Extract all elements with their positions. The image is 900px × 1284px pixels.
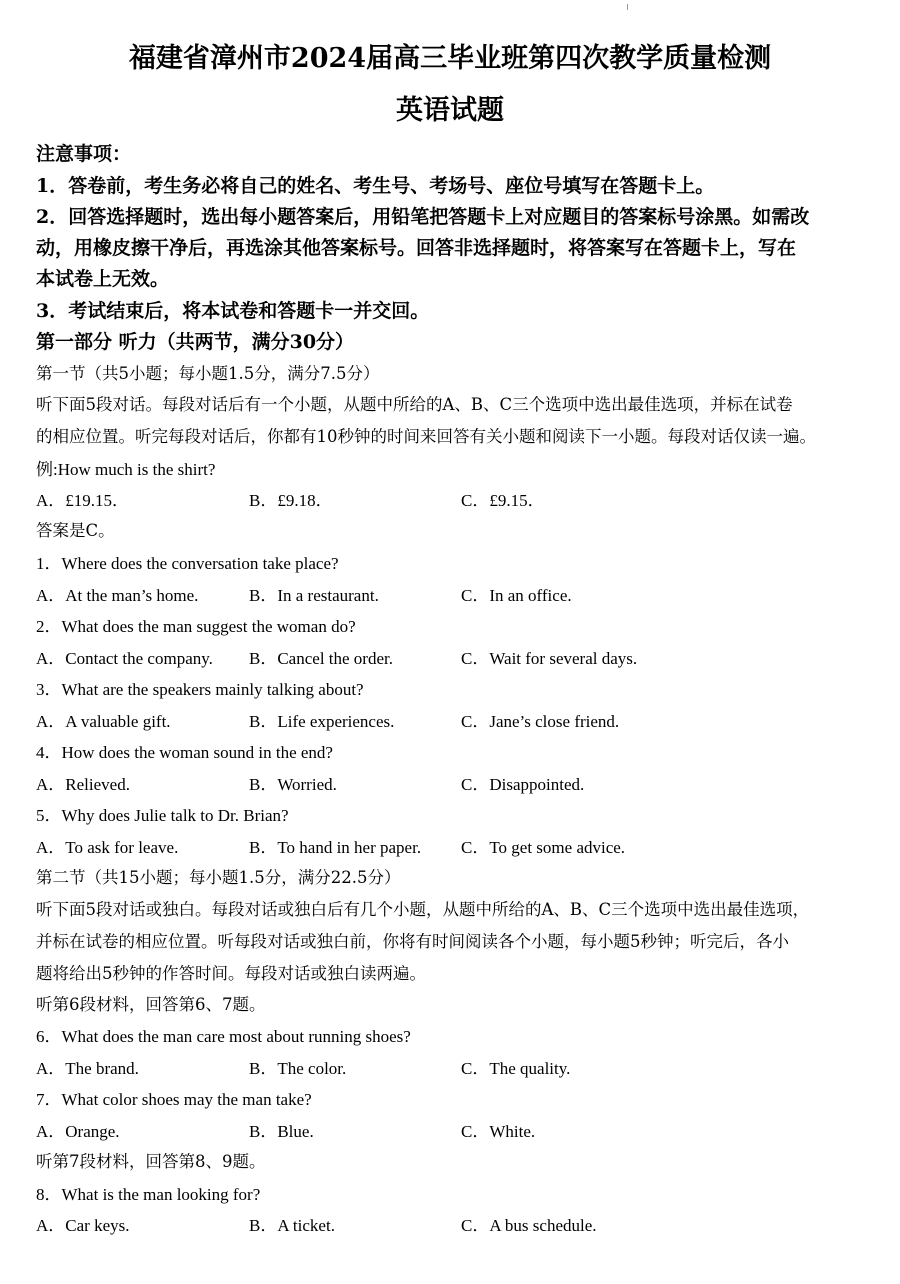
question-3-option-b: B．Life experiences. bbox=[249, 712, 395, 731]
question-6-option-c: C．The quality. bbox=[461, 1059, 571, 1078]
question-1-option-c: C．In an office. bbox=[461, 586, 572, 605]
section2-instructions-line-1: 听下面5段对话或独白。每段对话或独白后有几个小题，从题中所给的A、B、C三个选项中选出最佳选项， bbox=[36, 900, 810, 919]
notice-heading: 注意事项： bbox=[36, 143, 132, 165]
question-4-option-b: B．Worried. bbox=[249, 775, 337, 794]
question-8-option-a: A．Car keys. bbox=[36, 1216, 130, 1235]
question-3-option-a: A．A valuable gift. bbox=[36, 712, 171, 731]
question-7-option-a: A．Orange. bbox=[36, 1122, 120, 1141]
example-option-c: C．£9.15． bbox=[461, 491, 545, 510]
question-6: 6．What does the man care most about running shoes? bbox=[36, 1027, 411, 1046]
question-8-option-c: C．A bus schedule. bbox=[461, 1216, 597, 1235]
exam-title: 福建省漳州市2024届高三毕业班第四次教学质量检测 bbox=[128, 43, 772, 74]
section1-heading: 第一节（共5小题；每小题1.5分，满分7.5分） bbox=[36, 364, 380, 383]
question-5-option-a: A．To ask for leave. bbox=[36, 838, 179, 857]
question-1: 1．Where does the conversation take place? bbox=[36, 554, 339, 573]
example-answer: 答案是C。 bbox=[36, 521, 115, 540]
question-5-option-b: B．To hand in her paper. bbox=[249, 838, 422, 857]
notice-item-1: 1．答卷前，考生务必将自己的姓名、考生号、考场号、座位号填写在答题卡上。 bbox=[36, 175, 715, 197]
example-option-b: B．£9.18． bbox=[249, 491, 333, 510]
question-7: 7．What color shoes may the man take? bbox=[36, 1090, 312, 1109]
question-4-option-c: C．Disappointed. bbox=[461, 775, 585, 794]
question-2: 2．What does the man suggest the woman do? bbox=[36, 617, 356, 636]
section1-instructions-line-1: 听下面5段对话。每段对话后有一个小题，从题中所给的A、B、C三个选项中选出最佳选项，并标在试卷 bbox=[36, 395, 793, 414]
question-7-option-c: C．White. bbox=[461, 1122, 536, 1141]
question-2-option-a: A．Contact the company. bbox=[36, 649, 213, 668]
question-4-option-a: A．Relieved. bbox=[36, 775, 130, 794]
section2-heading: 第二节（共15小题；每小题1.5分，满分22.5分） bbox=[36, 868, 401, 887]
notice-item-2-line-1: 2．回答选择题时，选出每小题答案后，用铅笔把答题卡上对应题目的答案标号涂黑。如需改 bbox=[36, 206, 810, 228]
question-7-option-b: B．Blue. bbox=[249, 1122, 314, 1141]
notice-item-2-line-2: 动，用橡皮擦干净后，再选涂其他答案标号。回答非选择题时，将答案写在答题卡上，写在 bbox=[36, 237, 797, 259]
question-2-option-b: B．Cancel the order. bbox=[249, 649, 393, 668]
section2-instructions-line-2: 并标在试卷的相应位置。听每段对话或独白前，你将有时间阅读各个小题，每小题5秒钟；听完后，各小 bbox=[36, 932, 789, 951]
question-1-option-a: A．At the man’s home. bbox=[36, 586, 199, 605]
example-option-a: A．£19.15． bbox=[36, 491, 130, 510]
question-1-option-b: B．In a restaurant. bbox=[249, 586, 379, 605]
question-8-option-b: B．A ticket. bbox=[249, 1216, 335, 1235]
scan-mark bbox=[627, 4, 628, 10]
question-6-option-b: B．The color. bbox=[249, 1059, 347, 1078]
question-5: 5．Why does Julie talk to Dr. Brian? bbox=[36, 806, 289, 825]
subject-title: 英语试题 bbox=[396, 95, 504, 126]
part1-heading: 第一部分 听力（共两节，满分30分） bbox=[36, 331, 355, 353]
notice-item-3: 3．考试结束后，将本试卷和答题卡一并交回。 bbox=[36, 300, 430, 322]
section1-instructions-line-2: 的相应位置。听完每段对话后，你都有10秒钟的时间来回答有关小题和阅读下一小题。每段对话仅读一遍。 bbox=[36, 427, 816, 446]
example-question: 例:How much is the shirt? bbox=[36, 460, 216, 479]
question-3-option-c: C．Jane’s close friend. bbox=[461, 712, 620, 731]
question-2-option-c: C．Wait for several days. bbox=[461, 649, 638, 668]
material-7-instruction: 听第7段材料，回答第8、9题。 bbox=[36, 1152, 266, 1171]
section2-instructions-line-3: 题将给出5秒钟的作答时间。每段对话或独白读两遍。 bbox=[36, 964, 426, 983]
question-8: 8．What is the man looking for? bbox=[36, 1185, 261, 1204]
notice-item-2-line-3: 本试卷上无效。 bbox=[36, 268, 170, 290]
question-6-option-a: A．The brand. bbox=[36, 1059, 139, 1078]
question-4: 4．How does the woman sound in the end? bbox=[36, 743, 333, 762]
question-5-option-c: C．To get some advice. bbox=[461, 838, 626, 857]
question-3: 3．What are the speakers mainly talking about? bbox=[36, 680, 364, 699]
material-6-instruction: 听第6段材料，回答第6、7题。 bbox=[36, 995, 266, 1014]
